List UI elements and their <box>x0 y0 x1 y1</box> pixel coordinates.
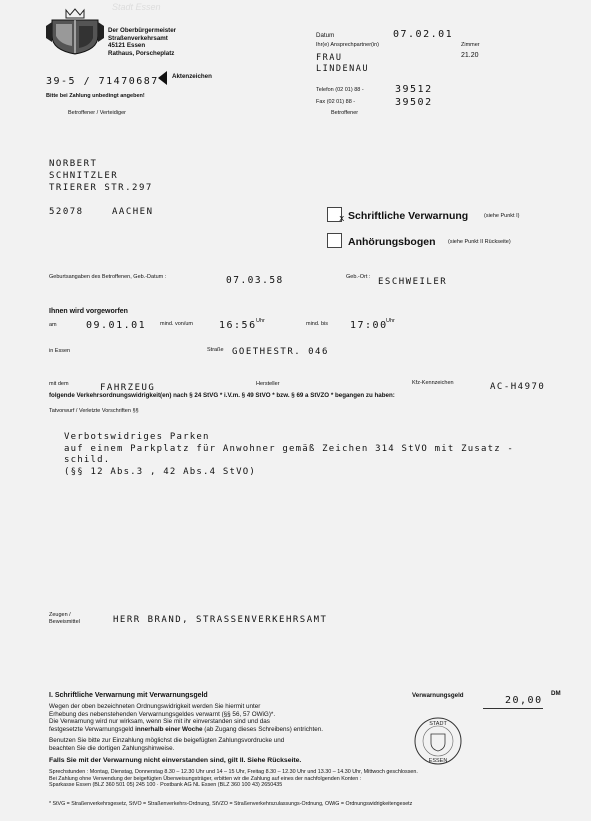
description-line: auf einem Parkplatz für Anwohner gemäß Zeichen 314 StVO mit Zusatz - <box>64 443 515 454</box>
birth-place: ESCHWEILER <box>378 277 448 287</box>
from-label: mind. von/um <box>160 321 194 327</box>
description-line: (§§ 12 Abs.3 , 42 Abs.4 StVO) <box>64 466 256 477</box>
offense-date: 09.01.01 <box>86 320 147 331</box>
warning-option-note: (siehe Punkt I) <box>484 213 520 219</box>
fee-underline <box>483 708 543 709</box>
paragraph-line: beachten Sie die dortigen Zahlungshinweise. <box>49 744 175 752</box>
fee-label: Verwarnungsgeld <box>412 692 464 699</box>
footer-title: I. Schriftliche Verwarnung mit Verwarnungsgeld <box>49 692 208 699</box>
authority-line: Rathaus, Porscheplatz <box>108 49 175 57</box>
maker-label: Hersteller <box>256 381 280 387</box>
witness-label-line: Zeugen / <box>49 612 71 618</box>
partner-label: Ihr(e) Ansprechpartner(in) <box>316 42 379 48</box>
am-label: am <box>49 322 57 328</box>
fax-label: Fax (02 01) 88 - <box>316 99 356 105</box>
partner-name <box>316 53 369 75</box>
authority-address <box>108 27 176 57</box>
paragraph-line <box>49 726 323 734</box>
coat-of-arms-logo <box>44 6 106 56</box>
plate-label: Kfz-Kennzeichen <box>412 380 454 386</box>
recipient-line: NORBERT <box>49 159 98 169</box>
file-number-label: Aktenzeichen <box>172 73 212 80</box>
to-uhr-label: Uhr <box>386 318 395 324</box>
offense-heading: Ihnen wird vorgeworfen <box>49 308 128 315</box>
witness-label-line: Beweismittel <box>49 619 80 625</box>
fee-value: 20,00 <box>505 695 543 706</box>
hours-line: Sprechstunden : Montag, Dienstag, Donnerstag 8.30 – 12.30 Uhr und 14 – 15 Uhr, Freitag 8.30 – 12.30 Uhr und 13.30 – 14.30 Uhr, Mittwoch geschlossen. <box>49 769 418 775</box>
seal-bottom-text: ESSEN <box>428 758 448 764</box>
objection-note: Falls Sie mit der Verwarnung nicht einverstanden sind, gilt II. Siehe Rückseite. <box>49 757 302 764</box>
from-time: 16:56 <box>219 320 257 331</box>
office-hours-block <box>49 769 418 789</box>
room-value: 21.20 <box>461 52 479 59</box>
deadline-text: innerhalb einer Woche <box>135 725 203 733</box>
recipient-city: AACHEN <box>112 207 154 217</box>
paragraph-text: festgesetzte Verwarnungsgeld <box>49 725 136 733</box>
partner-line: FRAU <box>316 53 343 63</box>
description-line: schild. <box>64 455 111 466</box>
description-line: Verbotswidriges Parken <box>64 432 210 442</box>
authority-line: 45121 Essen <box>108 42 146 50</box>
partner-line: LINDENAU <box>316 64 369 74</box>
birth-place-label: Geb.-Ort : <box>346 274 371 280</box>
offense-description <box>64 432 514 478</box>
date-label: Datum <box>316 32 335 39</box>
payment-note: Bitte bei Zahlung unbedingt angeben! <box>46 93 145 99</box>
phone-value: 39512 <box>395 84 433 95</box>
hours-line: Bei Zahlung ohne Verwendung der beigefügten Überweisungsträger, erbitten wir die Zahlung auf eines der nachfolgenden Konten : <box>49 775 362 782</box>
pointer-arrow-icon <box>158 71 167 85</box>
birth-date: 07.03.58 <box>226 275 284 286</box>
phone-label: Telefon (02 01) 88 - <box>316 87 364 93</box>
recipient-zip: 52078 <box>49 207 84 217</box>
street-label: Straße <box>207 347 224 353</box>
paragraph-text: (ab Zugang dieses Schreibens) entrichten. <box>202 725 323 733</box>
city-seal-stamp <box>413 716 463 766</box>
hearing-checkbox[interactable] <box>327 233 342 248</box>
abbreviation-legend: * StVG = Straßenverkehrsgesetz, StVO = Straßenverkehrs-Ordnung, StVZO = Straßenverkehrszulassungs-Ordnung, OWiG = Ordnungswidrigkeitengesetz <box>49 801 413 807</box>
with-label: mit dem <box>49 381 69 387</box>
plate-value: AC-H4970 <box>490 382 546 392</box>
vehicle-value: FAHRZEUG <box>100 383 156 393</box>
faded-header-text: Stadt Essen <box>112 2 161 12</box>
currency-label: DM <box>551 690 561 697</box>
recipient-address <box>49 158 153 194</box>
to-label: mind. bis <box>306 321 329 327</box>
hearing-option-label: Anhörungsbogen <box>348 236 436 248</box>
role-label: Betroffener / Verteidiger <box>68 110 126 116</box>
from-uhr-label: Uhr <box>256 318 265 324</box>
witness-label <box>49 612 80 626</box>
payment-paragraph <box>49 737 284 752</box>
recipient-line: TRIERER STR.297 <box>49 183 153 193</box>
paragraph-line: Wegen der oben bezeichneten Ordnungswidrigkeit werden Sie hiermit unter <box>49 703 261 710</box>
warning-check-mark: x <box>339 214 346 224</box>
hours-line: Sparkasse Essen (BLZ 360 501 05) 245 100 · Postbank AG NL Essen (BLZ 360 100 43) 2650435 <box>49 782 283 789</box>
birth-label: Geburtsangaben des Betroffenen, Geb.-Datum : <box>49 274 167 280</box>
law-text: folgende Verkehrsordnungswidrigkeit(en) nach § 24 StVG * i.V.m. § 49 StVO * bzw. § 69 a StVZO * begangen zu haben: <box>49 392 395 399</box>
in-essen-label: in Essen <box>49 348 71 354</box>
seal-top-text: STADT <box>429 721 447 727</box>
contact-role: Betroffener <box>331 110 359 116</box>
file-number: 39-5 / 71470687 <box>46 76 159 87</box>
authority-line: Der Oberbürgermeister <box>108 27 177 34</box>
authority-line: Straßenverkehrsamt <box>108 34 168 42</box>
room-label: Zimmer <box>461 42 480 48</box>
fax-value: 39502 <box>395 97 433 108</box>
street-value: GOETHESTR. 046 <box>232 347 329 357</box>
warning-option-label: Schriftliche Verwarnung <box>348 210 469 222</box>
witness-value: HERR BRAND, STRASSENVERKEHRSAMT <box>113 615 328 625</box>
warning-checkbox[interactable] <box>327 207 346 224</box>
paragraph-line: Erhebung des nebenstehenden Verwarnungsgeldes verwarnt (§§ 56, 57 OWiG)*. <box>49 710 276 718</box>
rule-label: Tatvorwurf / Verletzte Vorschriften §§ <box>49 408 139 414</box>
to-time: 17:00 <box>350 320 388 331</box>
recipient-line: SCHNITZLER <box>49 171 119 181</box>
date-value: 07.02.01 <box>393 29 454 40</box>
paragraph-line: Die Verwarnung wird nur wirksam, wenn Sie mit ihr einverstanden sind und das <box>49 718 270 726</box>
paragraph-line: Benutzen Sie bitte zur Einzahlung möglichst die beigefügten Zahlungsvordrucke und <box>49 737 285 744</box>
warning-paragraph <box>49 703 323 733</box>
hearing-option-note: (siehe Punkt II Rückseite) <box>448 239 511 245</box>
